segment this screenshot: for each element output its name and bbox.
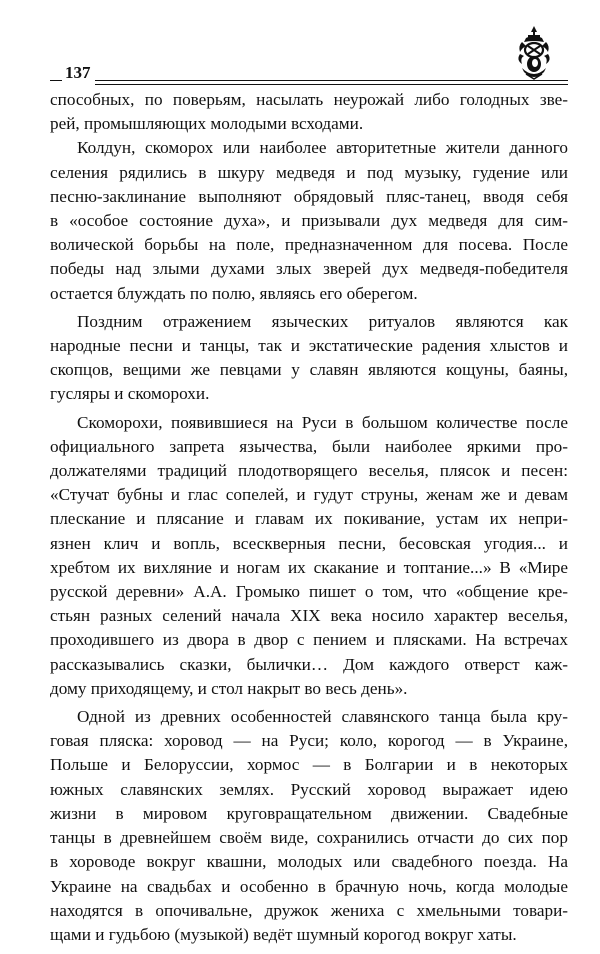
- text-line: Польше и Белоруссии, хормос — в Болгарии и в некоторых: [50, 755, 568, 775]
- text-line: в «особое состояние духа», и призывали дух медведя для сим-: [50, 211, 568, 231]
- header-rule-left: [50, 80, 62, 81]
- text-line: щами и гудьбою (музыкой) ведёт шумный корогод вокруг хаты.: [50, 924, 517, 944]
- text-line: жизни в мировом круговращательном движении. Свадебные: [50, 803, 568, 823]
- text-line: скопцов, вещими же певцами у славян являются кощуны, баяны,: [50, 360, 568, 380]
- text-line: дому приходящему, и стол накрыт во весь день».: [50, 678, 408, 698]
- text-line: рассказывались сказки, былички… Дом каждого отверст каж-: [50, 654, 568, 674]
- text-line: язнен клич и вопль, всескверныя песни, бесовская угодия... и: [50, 533, 568, 553]
- page-number: 137: [62, 64, 94, 82]
- text-line: волической борьбы на поле, предназначенном для посева. После: [50, 235, 568, 255]
- text-line: говая пляска: хоровод — на Руси; коло, корогод — в Украине,: [50, 731, 568, 751]
- paragraph: [50, 136, 568, 305]
- text-line: рей, промышляющих молодыми всходами.: [50, 114, 364, 134]
- folk-ornament-icon: [504, 24, 564, 84]
- paragraph: [50, 88, 568, 136]
- text-line: русской деревни» А.А. Громыко пишет о том, что «общение кре-: [50, 582, 568, 602]
- header-rule: [95, 80, 568, 85]
- text-line: южных славянских землях. Русский хоровод выражает идею: [50, 779, 568, 799]
- text-line: Поздним отражением языческих ритуалов являются как: [77, 311, 568, 331]
- text-line: официального запрета язычества, были наиболее яркими про-: [50, 436, 568, 456]
- text-line: проходившего из двора в двор с пением и плясками. На встречах: [50, 630, 568, 650]
- text-line: должателями традиций плодотворящего веселья, плясок и песен:: [50, 461, 568, 481]
- running-header: [50, 63, 568, 84]
- body-text: [50, 88, 568, 947]
- text-line: в хороводе вокруг квашни, молодых или свадебного поезда. На: [50, 852, 568, 872]
- paragraph: [50, 411, 568, 701]
- text-line: песню-заклинание выполняют обрядовый пляс-танец, вводя себя: [50, 186, 568, 206]
- text-line: танцы в древнейшем своём виде, сохранились отчасти до сих пор: [50, 828, 568, 848]
- paragraph: [50, 705, 568, 947]
- text-line: находятся в опочивальне, дружок жениха с хмельными товари-: [50, 900, 568, 920]
- text-line: стьян разных селений начала XIX века носило характер веселья,: [50, 606, 568, 626]
- text-line: Колдун, скоморох или наиболее авторитетные жители данного: [77, 138, 568, 158]
- text-line: гусляры и скоморохи.: [50, 384, 210, 404]
- text-line: способных, по поверьям, насылать неурожай либо голодных зве-: [50, 90, 568, 109]
- text-line: плескание и плясание и главам их покивание, устам их непри-: [50, 509, 568, 529]
- text-line: Одной из древних особенностей славянского танца была кру-: [77, 707, 568, 727]
- text-line: остается блуждать по полю, являясь его оберегом.: [50, 283, 418, 303]
- text-line: селения рядились в шкуру медведя и под музыку, гудение или: [50, 162, 568, 182]
- text-line: хребтом их вихляние и ногам их скакание и топтание...» В «Мире: [50, 557, 568, 577]
- paragraph: [50, 310, 568, 407]
- text-line: Украине на свадьбах и особенно в брачную ночь, когда молодые: [50, 876, 568, 896]
- text-line: Скоморохи, появившиеся на Руси в большом количестве после: [77, 412, 568, 432]
- text-line: «Стучат бубны и глас сопелей, и гудут струны, женам же и девам: [50, 485, 568, 505]
- text-line: победы над злыми духами злых зверей дух медведя-победителя: [50, 259, 568, 279]
- text-line: народные песни и танцы, так и экстатические радения хлыстов и: [50, 336, 568, 356]
